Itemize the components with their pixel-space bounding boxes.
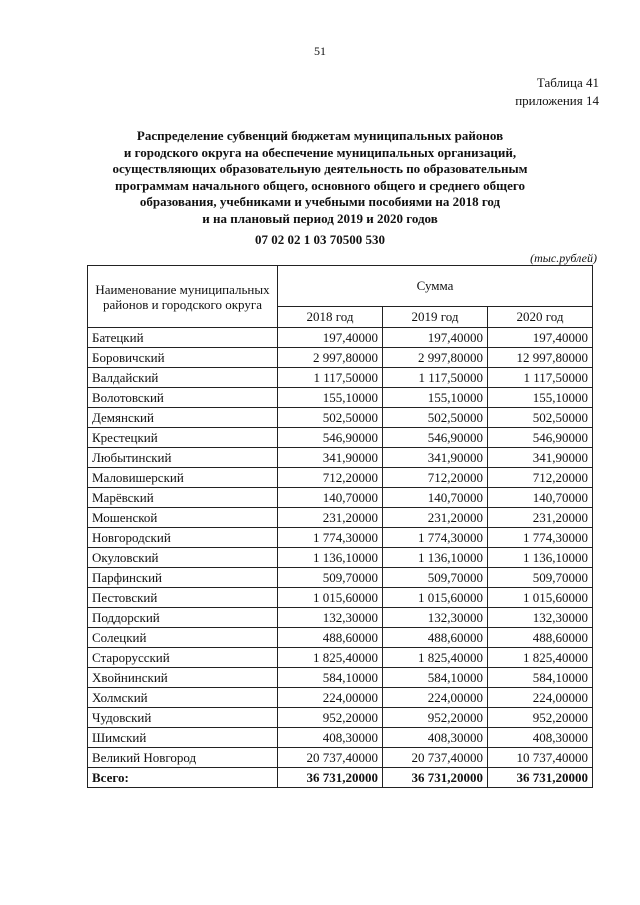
- table-row: [88, 748, 593, 768]
- units-label: (тыс.рублей): [530, 251, 597, 265]
- value-2018-cell: 341,90000: [278, 448, 383, 468]
- table-reference-line: Таблица 41: [536, 75, 599, 90]
- table-row: [88, 608, 593, 628]
- title-line: и городского округа на обеспечение муниципальных организаций,: [123, 144, 517, 160]
- value-2018-cell: 712,20000: [278, 468, 383, 488]
- table-row: [88, 588, 593, 608]
- value-2019-cell: 1 015,60000: [383, 588, 488, 608]
- value-2018-cell: 20 737,40000: [278, 748, 383, 768]
- value-2020-cell: 1 136,10000: [488, 548, 593, 568]
- table-row: [88, 348, 593, 368]
- value-2020-cell: 546,90000: [488, 428, 593, 448]
- district-name-cell: Валдайский: [88, 368, 278, 388]
- total-2019-cell: 36 731,20000: [383, 768, 488, 788]
- value-2020-cell: 132,30000: [488, 608, 593, 628]
- table-row: [88, 708, 593, 728]
- district-name-cell: Волотовский: [88, 388, 278, 408]
- value-2019-cell: 231,20000: [383, 508, 488, 528]
- value-2019-cell: 1 774,30000: [383, 528, 488, 548]
- district-name-cell: Демянский: [88, 408, 278, 428]
- district-name-cell: Парфинский: [88, 568, 278, 588]
- value-2019-cell: 224,00000: [383, 688, 488, 708]
- value-2020-cell: 231,20000: [488, 508, 593, 528]
- value-2019-cell: 509,70000: [383, 568, 488, 588]
- district-name-cell: Новгородский: [88, 528, 278, 548]
- table-row: [88, 408, 593, 428]
- district-name-cell: Крестецкий: [88, 428, 278, 448]
- table-row: [88, 568, 593, 588]
- value-2018-cell: 584,10000: [278, 668, 383, 688]
- value-2018-cell: 408,30000: [278, 728, 383, 748]
- value-2020-cell: 12 997,80000: [488, 348, 593, 368]
- value-2019-cell: 132,30000: [383, 608, 488, 628]
- table-row: [88, 628, 593, 648]
- value-2020-cell: 224,00000: [488, 688, 593, 708]
- table-row: [88, 428, 593, 448]
- value-2019-cell: 1 117,50000: [383, 368, 488, 388]
- value-2019-cell: 488,60000: [383, 628, 488, 648]
- header-year-2019: 2019 год: [383, 307, 488, 328]
- value-2019-cell: 712,20000: [383, 468, 488, 488]
- district-name-cell: Старорусский: [88, 648, 278, 668]
- district-name-cell: Солецкий: [88, 628, 278, 648]
- value-2020-cell: 712,20000: [488, 468, 593, 488]
- value-2019-cell: 546,90000: [383, 428, 488, 448]
- table-body: [88, 328, 593, 788]
- header-name: Наименование муниципальных районов и городского округа: [88, 266, 278, 328]
- header-sum: Сумма: [278, 266, 593, 307]
- value-2019-cell: 502,50000: [383, 408, 488, 428]
- value-2018-cell: 1 136,10000: [278, 548, 383, 568]
- district-name-cell: Мошенской: [88, 508, 278, 528]
- value-2018-cell: 231,20000: [278, 508, 383, 528]
- table-row: [88, 488, 593, 508]
- total-row: [88, 768, 593, 788]
- header-year-2020: 2020 год: [488, 307, 593, 328]
- table-row: [88, 528, 593, 548]
- table-row: [88, 368, 593, 388]
- district-name-cell: Батецкий: [88, 328, 278, 348]
- value-2018-cell: 1 774,30000: [278, 528, 383, 548]
- total-label-cell: Всего:: [88, 768, 278, 788]
- table-row: [88, 548, 593, 568]
- district-name-cell: Боровичский: [88, 348, 278, 368]
- value-2020-cell: 10 737,40000: [488, 748, 593, 768]
- table-row: [88, 668, 593, 688]
- title-line: и на плановый период 2019 и 2020 годов: [202, 210, 438, 226]
- title-line: программам начального общего, основного общего и среднего общего: [115, 177, 525, 193]
- value-2020-cell: 502,50000: [488, 408, 593, 428]
- value-2020-cell: 584,10000: [488, 668, 593, 688]
- header-year-2018: 2018 год: [278, 307, 383, 328]
- value-2020-cell: 341,90000: [488, 448, 593, 468]
- value-2018-cell: 1 825,40000: [278, 648, 383, 668]
- value-2019-cell: 20 737,40000: [383, 748, 488, 768]
- value-2019-cell: 408,30000: [383, 728, 488, 748]
- value-2018-cell: 224,00000: [278, 688, 383, 708]
- value-2018-cell: 488,60000: [278, 628, 383, 648]
- district-name-cell: Марёвский: [88, 488, 278, 508]
- value-2019-cell: 1 136,10000: [383, 548, 488, 568]
- value-2019-cell: 952,20000: [383, 708, 488, 728]
- title-line: Распределение субвенций бюджетам муниципальных районов: [136, 128, 504, 143]
- value-2019-cell: 2 997,80000: [383, 348, 488, 368]
- value-2020-cell: 408,30000: [488, 728, 593, 748]
- value-2020-cell: 1 117,50000: [488, 368, 593, 388]
- value-2018-cell: 140,70000: [278, 488, 383, 508]
- total-2020-cell: 36 731,20000: [488, 768, 593, 788]
- value-2018-cell: 2 997,80000: [278, 348, 383, 368]
- table-row: [88, 388, 593, 408]
- table-row: [88, 448, 593, 468]
- value-2018-cell: 197,40000: [278, 328, 383, 348]
- district-name-cell: Шимский: [88, 728, 278, 748]
- value-2020-cell: 155,10000: [488, 388, 593, 408]
- table-reference: [515, 74, 599, 110]
- table-row: [88, 508, 593, 528]
- district-name-cell: Поддорский: [88, 608, 278, 628]
- value-2019-cell: 140,70000: [383, 488, 488, 508]
- district-name-cell: Пестовский: [88, 588, 278, 608]
- value-2020-cell: 1 774,30000: [488, 528, 593, 548]
- document-title: [60, 128, 580, 227]
- value-2018-cell: 155,10000: [278, 388, 383, 408]
- table-row: [88, 688, 593, 708]
- value-2020-cell: 509,70000: [488, 568, 593, 588]
- value-2019-cell: 341,90000: [383, 448, 488, 468]
- value-2019-cell: 1 825,40000: [383, 648, 488, 668]
- value-2020-cell: 952,20000: [488, 708, 593, 728]
- value-2020-cell: 1 825,40000: [488, 648, 593, 668]
- page-number: 51: [314, 44, 326, 58]
- value-2020-cell: 1 015,60000: [488, 588, 593, 608]
- value-2018-cell: 1 015,60000: [278, 588, 383, 608]
- table-row: [88, 328, 593, 348]
- budget-code: 07 02 02 1 03 70500 530: [255, 232, 385, 247]
- value-2020-cell: 197,40000: [488, 328, 593, 348]
- district-name-cell: Окуловский: [88, 548, 278, 568]
- table-row: [88, 648, 593, 668]
- value-2020-cell: 488,60000: [488, 628, 593, 648]
- value-2020-cell: 140,70000: [488, 488, 593, 508]
- district-name-cell: Любытинский: [88, 448, 278, 468]
- appendix-reference-line: приложения 14: [515, 93, 599, 108]
- value-2019-cell: 584,10000: [383, 668, 488, 688]
- value-2018-cell: 546,90000: [278, 428, 383, 448]
- district-name-cell: Холмский: [88, 688, 278, 708]
- district-name-cell: Хвойнинский: [88, 668, 278, 688]
- table-row: [88, 468, 593, 488]
- district-name-cell: Великий Новгород: [88, 748, 278, 768]
- title-line: осуществляющих образовательную деятельность по образовательным: [112, 161, 528, 176]
- value-2019-cell: 197,40000: [383, 328, 488, 348]
- value-2019-cell: 155,10000: [383, 388, 488, 408]
- value-2018-cell: 132,30000: [278, 608, 383, 628]
- subvention-table: [87, 265, 593, 788]
- value-2018-cell: 509,70000: [278, 568, 383, 588]
- value-2018-cell: 1 117,50000: [278, 368, 383, 388]
- table-row: [88, 728, 593, 748]
- title-line: образования, учебниками и учебными пособиями на 2018 год: [139, 194, 501, 209]
- value-2018-cell: 502,50000: [278, 408, 383, 428]
- district-name-cell: Чудовский: [88, 708, 278, 728]
- value-2018-cell: 952,20000: [278, 708, 383, 728]
- total-2018-cell: 36 731,20000: [278, 768, 383, 788]
- district-name-cell: Маловишерский: [88, 468, 278, 488]
